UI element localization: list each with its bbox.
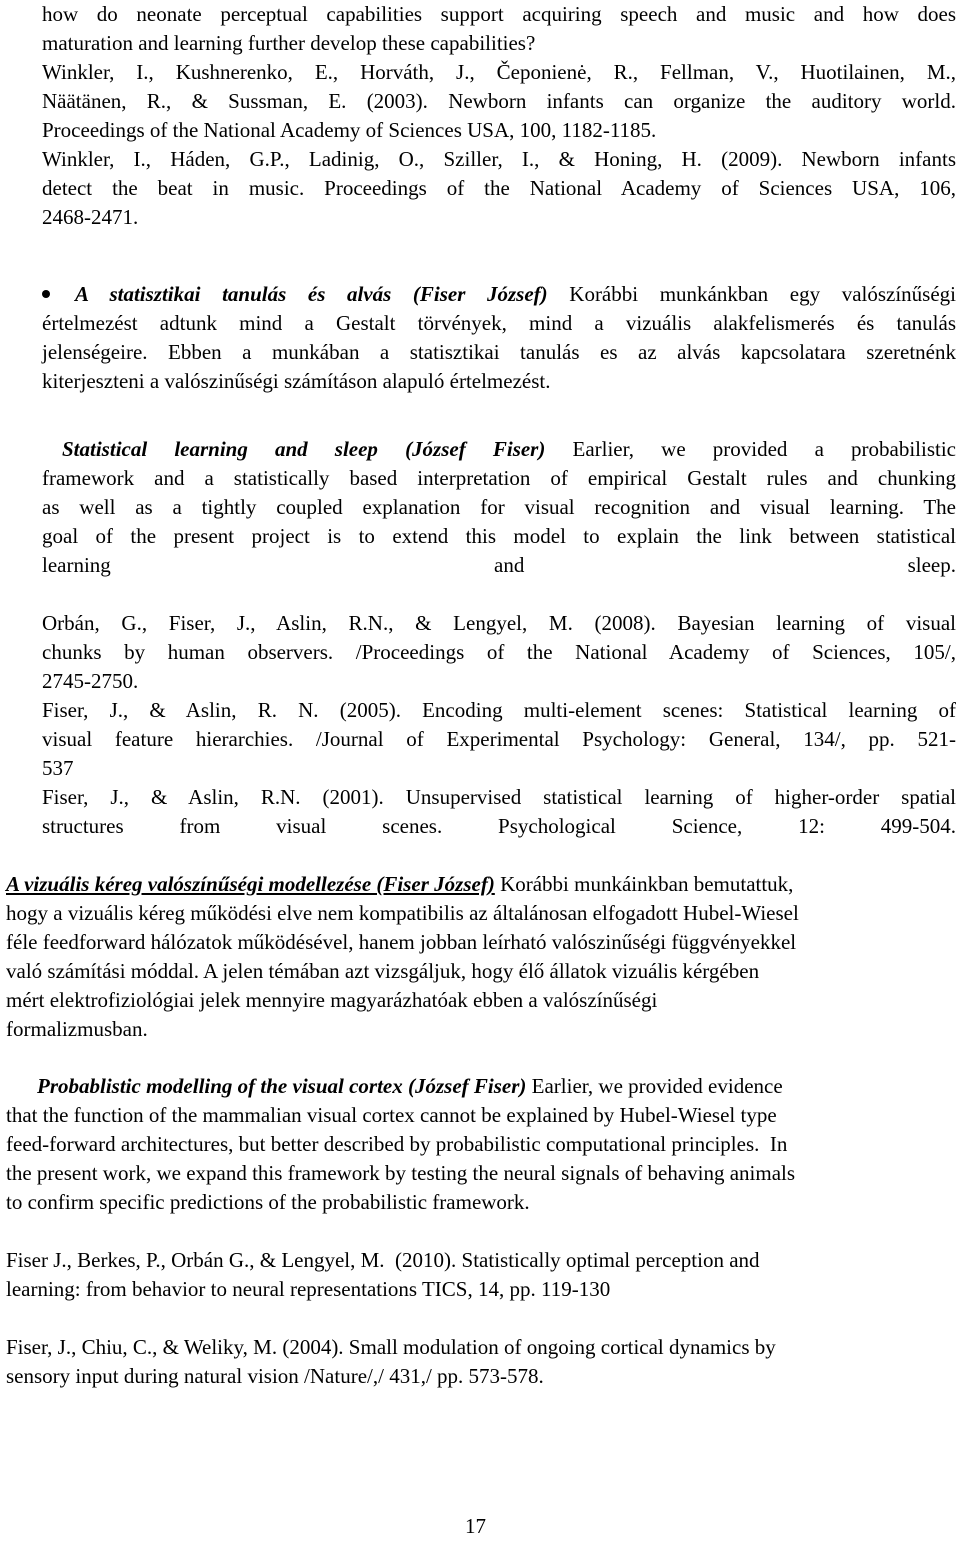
text-line: framework and a statistically based interpretation of empirical Gestalt rules and chunking bbox=[42, 466, 956, 490]
reference-line: Winkler, I., Háden, G.P., Ladinig, O., Sziller, I., & Honing, H. (2009). Newborn infants bbox=[42, 147, 956, 171]
text-line: as well as a tightly coupled explanation for visual recognition and visual learning. The bbox=[42, 495, 956, 519]
reference-line: 2468-2471. bbox=[42, 205, 139, 229]
reference-line: Fiser J., Berkes, P., Orbán G., & Lengyel, M. (2010). Statistically optimal perception and bbox=[6, 1248, 760, 1272]
text-line: the present work, we expand this framework by testing the neural signals of behaving animals bbox=[6, 1161, 796, 1185]
page-number: 17 bbox=[465, 1514, 486, 1538]
reference-line: visual feature hierarchies. /Journal of Experimental Psychology: General, 134/, pp. 521- bbox=[42, 727, 956, 751]
text-line: how do neonate perceptual capabilities support acquiring speech and music and how does bbox=[42, 2, 956, 26]
text-line: learning and sleep. bbox=[42, 553, 956, 577]
paragraph-first-line: A vizuális kéreg valószínűségi modellezése (Fiser József) Korábbi munkáinkban bemutattuk, bbox=[6, 872, 794, 896]
text-line: feed-forward architectures, but better described by probabilistic computational principles. In bbox=[6, 1132, 788, 1156]
reference-line: learning: from behavior to neural representations TICS, 14, pp. 119-130 bbox=[6, 1277, 611, 1301]
reference-line: Winkler, I., Kushnerenko, E., Horváth, J., Čeponienė, R., Fellman, V., Huotilainen, M., bbox=[42, 60, 956, 84]
text-line: kiterjeszteni a valószinűségi számításon alapuló értelmezést. bbox=[42, 369, 551, 393]
paragraph-first-line: Statistical learning and sleep (József Fiser) Earlier, we provided a probabilistic bbox=[62, 437, 957, 461]
text-line: jelenségeire. Ebben a munkában a statisztikai tanulás es az alvás kapcsolatara szeretnénk bbox=[42, 340, 956, 364]
text-line: to confirm specific predictions of the probabilistic framework. bbox=[6, 1190, 530, 1214]
reference-line: Fiser, J., Chiu, C., & Weliky, M. (2004). Small modulation of ongoing cortical dynamics by bbox=[6, 1335, 776, 1359]
text-line: formalizmusban. bbox=[6, 1017, 148, 1041]
text-line: maturation and learning further develop these capabilities? bbox=[42, 31, 536, 55]
reference-line: Orbán, G., Fiser, J., Aslin, R.N., & Lengyel, M. (2008). Bayesian learning of visual bbox=[42, 611, 956, 635]
text-line: that the function of the mammalian visual cortex cannot be explained by Hubel-Wiesel type bbox=[6, 1103, 777, 1127]
reference-line: structures from visual scenes. Psychological Science, 12: 499-504. bbox=[42, 814, 956, 838]
text-line: féle feedforward hálózatok működésével, hanem jobban leírható valószinűségi függvényekkel bbox=[6, 930, 797, 954]
section-title: A vizuális kéreg valószínűségi modellezése (Fiser József) bbox=[6, 872, 495, 896]
reference-line: Näätänen, R., & Sussman, E. (2003). Newborn infants can organize the auditory world. bbox=[42, 89, 956, 113]
text-line: mért elektrofiziológiai jelek mennyire magyarázhatóak ebben a valószínűségi bbox=[6, 988, 658, 1012]
reference-line: Fiser, J., & Aslin, R.N. (2001). Unsupervised statistical learning of higher-order spatial bbox=[42, 785, 956, 809]
paragraph-first-line: A statisztikai tanulás és alvás (Fiser József) Korábbi munkánkban egy valószínűségi bbox=[75, 282, 957, 306]
paragraph-first-line: Probablistic modelling of the visual cortex (József Fiser) Earlier, we provided evidence bbox=[37, 1074, 783, 1098]
section-title: Statistical learning and sleep (József Fiser) bbox=[62, 437, 546, 461]
reference-line: sensory input during natural vision /Nature/,/ 431,/ pp. 573-578. bbox=[6, 1364, 544, 1388]
text-line: értelmezést adtunk mind a Gestalt törvények, mind a vizuális alakfelismerés és tanulás bbox=[42, 311, 956, 335]
reference-line: 2745-2750. bbox=[42, 669, 139, 693]
reference-line: chunks by human observers. /Proceedings of the National Academy of Sciences, 105/, bbox=[42, 640, 956, 664]
text-line: hogy a vizuális kéreg működési elve nem kompatibilis az általánosan elfogadott Hubel-Wiesel bbox=[6, 901, 799, 925]
reference-line: detect the beat in music. Proceedings of the National Academy of Sciences USA, 106, bbox=[42, 176, 956, 200]
text-line: goal of the present project is to extend this model to explain the link between statistical bbox=[42, 524, 956, 548]
bullet-icon bbox=[42, 290, 50, 298]
text-line: való számítási móddal. A jelen témában azt vizsgáljuk, hogy élő állatok vizuális kérgében bbox=[6, 959, 760, 983]
reference-line: Fiser, J., & Aslin, R. N. (2005). Encoding multi-element scenes: Statistical learning of bbox=[42, 698, 956, 722]
section-title: A statisztikai tanulás és alvás (Fiser József) bbox=[75, 282, 548, 306]
reference-line: Proceedings of the National Academy of Sciences USA, 100, 1182-1185. bbox=[42, 118, 657, 142]
reference-line: 537 bbox=[42, 756, 74, 780]
section-title: Probablistic modelling of the visual cortex (József Fiser) bbox=[37, 1074, 527, 1098]
